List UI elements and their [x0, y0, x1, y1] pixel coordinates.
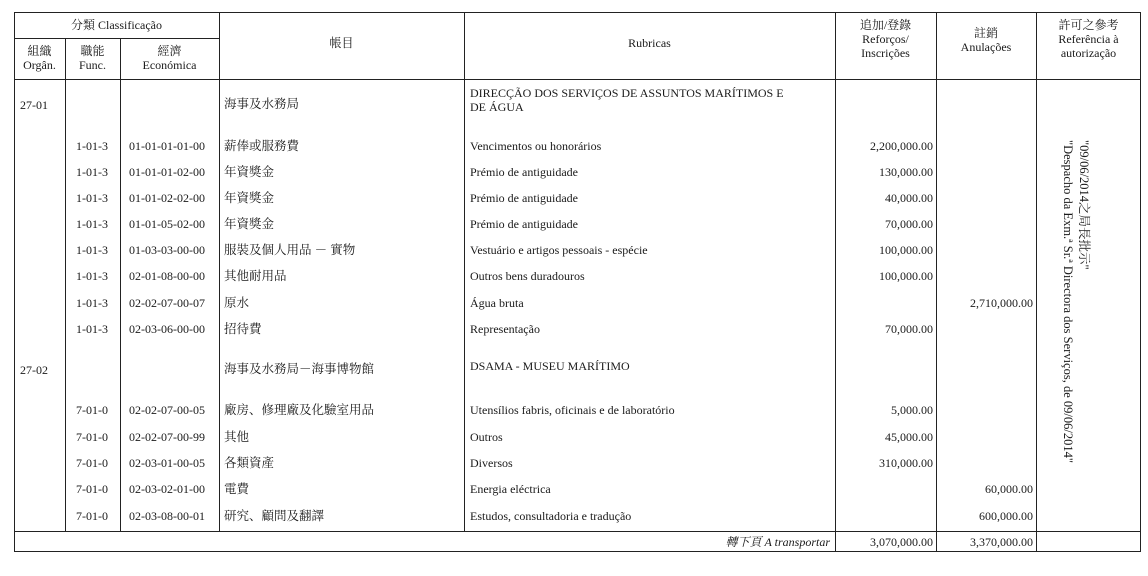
row-func-code: 1-01-3 — [76, 165, 108, 179]
group-chinese-name: 海事及水務局 — [224, 97, 300, 111]
group-chinese-name: 海事及水務局－海事博物館 — [224, 362, 375, 376]
row-portuguese-label: Água bruta — [470, 296, 524, 310]
row-func-code: 1-01-3 — [76, 243, 108, 257]
row-econ-code: 02-01-08-00-00 — [129, 269, 205, 283]
reforcos-header-zh: 追加/登錄 — [859, 18, 912, 32]
transport-label: 轉下頁 A transportar — [725, 535, 830, 549]
econ-header — [120, 44, 219, 72]
row-chinese-label: 年資獎金 — [224, 165, 275, 179]
row-reforcos-value: 45,000.00 — [885, 430, 933, 444]
row-chinese-label: 電費 — [224, 482, 250, 496]
row-reforcos-value: 130,000.00 — [879, 165, 933, 179]
authorization-text — [1060, 140, 1092, 463]
row-func-code: 1-01-3 — [76, 191, 108, 205]
row-chinese-label: 各類資產 — [224, 456, 275, 470]
group-pt-line1: DIRECÇÃO DOS SERVIÇOS DE ASSUNTOS MARÍTIMOS E — [470, 86, 784, 100]
row-chinese-label: 其他耐用品 — [224, 269, 287, 283]
row-reforcos-value: 70,000.00 — [885, 322, 933, 336]
row-econ-code: 01-01-02-02-00 — [129, 191, 205, 205]
reforcos-header-pt2: Inscrições — [861, 46, 910, 60]
row-func-code: 1-01-3 — [76, 322, 108, 336]
grid-line — [14, 79, 1141, 80]
authorization-line-zh: "09/06/2014之局長批示" — [1077, 140, 1091, 270]
row-reforcos-value: 40,000.00 — [885, 191, 933, 205]
grid-line — [120, 38, 121, 531]
func-header — [65, 44, 120, 72]
row-econ-code: 02-02-07-00-07 — [129, 296, 205, 310]
row-portuguese-label: Prémio de antiguidade — [470, 165, 578, 179]
row-portuguese-label: Estudos, consultadoria e tradução — [470, 509, 632, 523]
row-chinese-label: 服裝及個人用品 － 實物 — [224, 243, 356, 257]
referencia-header-zh: 許可之參考 — [1058, 18, 1119, 32]
row-func-code: 1-01-3 — [76, 217, 108, 231]
row-econ-code: 01-01-01-01-00 — [129, 139, 205, 153]
row-chinese-label: 其他 — [224, 430, 250, 444]
row-chinese-label: 研究、顧問及翻譯 — [224, 509, 325, 523]
grid-line — [936, 12, 937, 552]
row-econ-code: 02-03-01-00-05 — [129, 456, 205, 470]
row-econ-code: 02-02-07-00-99 — [129, 430, 205, 444]
func-header-zh: 職能 — [80, 44, 105, 58]
rubricas-header: Rubricas — [628, 36, 671, 50]
row-reforcos-value: 100,000.00 — [879, 243, 933, 257]
row-econ-code: 02-03-06-00-00 — [129, 322, 205, 336]
row-chinese-label: 廠房、修理廠及化驗室用品 — [224, 403, 375, 417]
row-reforcos-value: 310,000.00 — [879, 456, 933, 470]
group-organ-code: 27-02 — [20, 363, 48, 377]
group-organ-code: 27-01 — [20, 98, 48, 112]
referencia-header — [1036, 18, 1141, 60]
organ-header-pt: Orgân. — [23, 58, 56, 72]
anulacoes-total: 3,370,000.00 — [970, 535, 1033, 549]
row-func-code: 1-01-3 — [76, 296, 108, 310]
authorization-reference — [1042, 140, 1142, 480]
row-anulacoes-value: 60,000.00 — [985, 482, 1033, 496]
row-portuguese-label: Representação — [470, 322, 540, 336]
anulacoes-header-zh: 註銷 — [973, 26, 998, 40]
row-func-code: 7-01-0 — [76, 509, 108, 523]
row-anulacoes-value: 2,710,000.00 — [970, 296, 1033, 310]
row-portuguese-label: Prémio de antiguidade — [470, 217, 578, 231]
row-econ-code: 02-03-02-01-00 — [129, 482, 205, 496]
econ-header-zh: 經濟 — [157, 44, 182, 58]
group-portuguese-name: DSAMA - MUSEU MARÍTIMO — [470, 359, 630, 373]
row-portuguese-label: Prémio de antiguidade — [470, 191, 578, 205]
row-portuguese-label: Vestuário e artigos pessoais - espécie — [470, 243, 648, 257]
func-header-pt: Func. — [79, 58, 106, 72]
row-reforcos-value: 2,200,000.00 — [870, 139, 933, 153]
row-portuguese-label: Energia eléctrica — [470, 482, 551, 496]
reforcos-total: 3,070,000.00 — [870, 535, 933, 549]
reforcos-header — [835, 18, 936, 60]
grid-line — [219, 12, 220, 531]
grid-line — [14, 38, 219, 39]
row-econ-code: 02-03-08-00-01 — [129, 509, 205, 523]
row-func-code: 7-01-0 — [76, 430, 108, 444]
row-reforcos-value: 100,000.00 — [879, 269, 933, 283]
reforcos-header-pt1: Reforços/ — [862, 32, 909, 46]
row-econ-code: 01-01-05-02-00 — [129, 217, 205, 231]
row-func-code: 7-01-0 — [76, 456, 108, 470]
row-chinese-label: 原水 — [224, 296, 250, 310]
anulacoes-header-pt: Anulações — [960, 40, 1012, 54]
grid-line — [65, 81, 66, 531]
row-chinese-label: 招待費 — [224, 322, 262, 336]
row-anulacoes-value: 600,000.00 — [979, 509, 1033, 523]
chinese-account-header: 帳目 — [329, 36, 354, 50]
row-chinese-label: 薪俸或服務費 — [224, 139, 300, 153]
row-reforcos-value: 70,000.00 — [885, 217, 933, 231]
grid-line — [1036, 12, 1037, 552]
row-func-code: 1-01-3 — [76, 139, 108, 153]
row-portuguese-label: Outros bens duradouros — [470, 269, 585, 283]
organ-header-zh: 組織 — [27, 44, 52, 58]
authorization-line-pt: "Despacho da Exm.ª Sr.ª Directora dos Serviços, de 09/06/2014" — [1061, 140, 1075, 463]
group-pt-line2: DE ÁGUA — [470, 100, 524, 114]
row-func-code: 1-01-3 — [76, 269, 108, 283]
row-econ-code: 02-02-07-00-05 — [129, 403, 205, 417]
row-portuguese-label: Vencimentos ou honorários — [470, 139, 602, 153]
row-chinese-label: 年資獎金 — [224, 191, 275, 205]
classification-header: 分類 Classificação — [71, 18, 162, 32]
row-portuguese-label: Diversos — [470, 456, 513, 470]
row-portuguese-label: Outros — [470, 430, 503, 444]
organ-header — [14, 44, 65, 72]
group-portuguese-name — [470, 86, 784, 114]
row-portuguese-label: Utensílios fabris, oficinais e de laboratório — [470, 403, 675, 417]
row-func-code: 7-01-0 — [76, 482, 108, 496]
referencia-header-pt1: Referência à — [1058, 32, 1119, 46]
grid-line — [14, 531, 1141, 532]
econ-header-pt: Económica — [142, 58, 197, 72]
row-econ-code: 01-03-03-00-00 — [129, 243, 205, 257]
row-func-code: 7-01-0 — [76, 403, 108, 417]
row-reforcos-value: 5,000.00 — [891, 403, 933, 417]
row-econ-code: 01-01-01-02-00 — [129, 165, 205, 179]
row-chinese-label: 年資獎金 — [224, 217, 275, 231]
referencia-header-pt2: autorização — [1060, 46, 1117, 60]
anulacoes-header — [936, 26, 1036, 54]
grid-line — [464, 12, 465, 531]
